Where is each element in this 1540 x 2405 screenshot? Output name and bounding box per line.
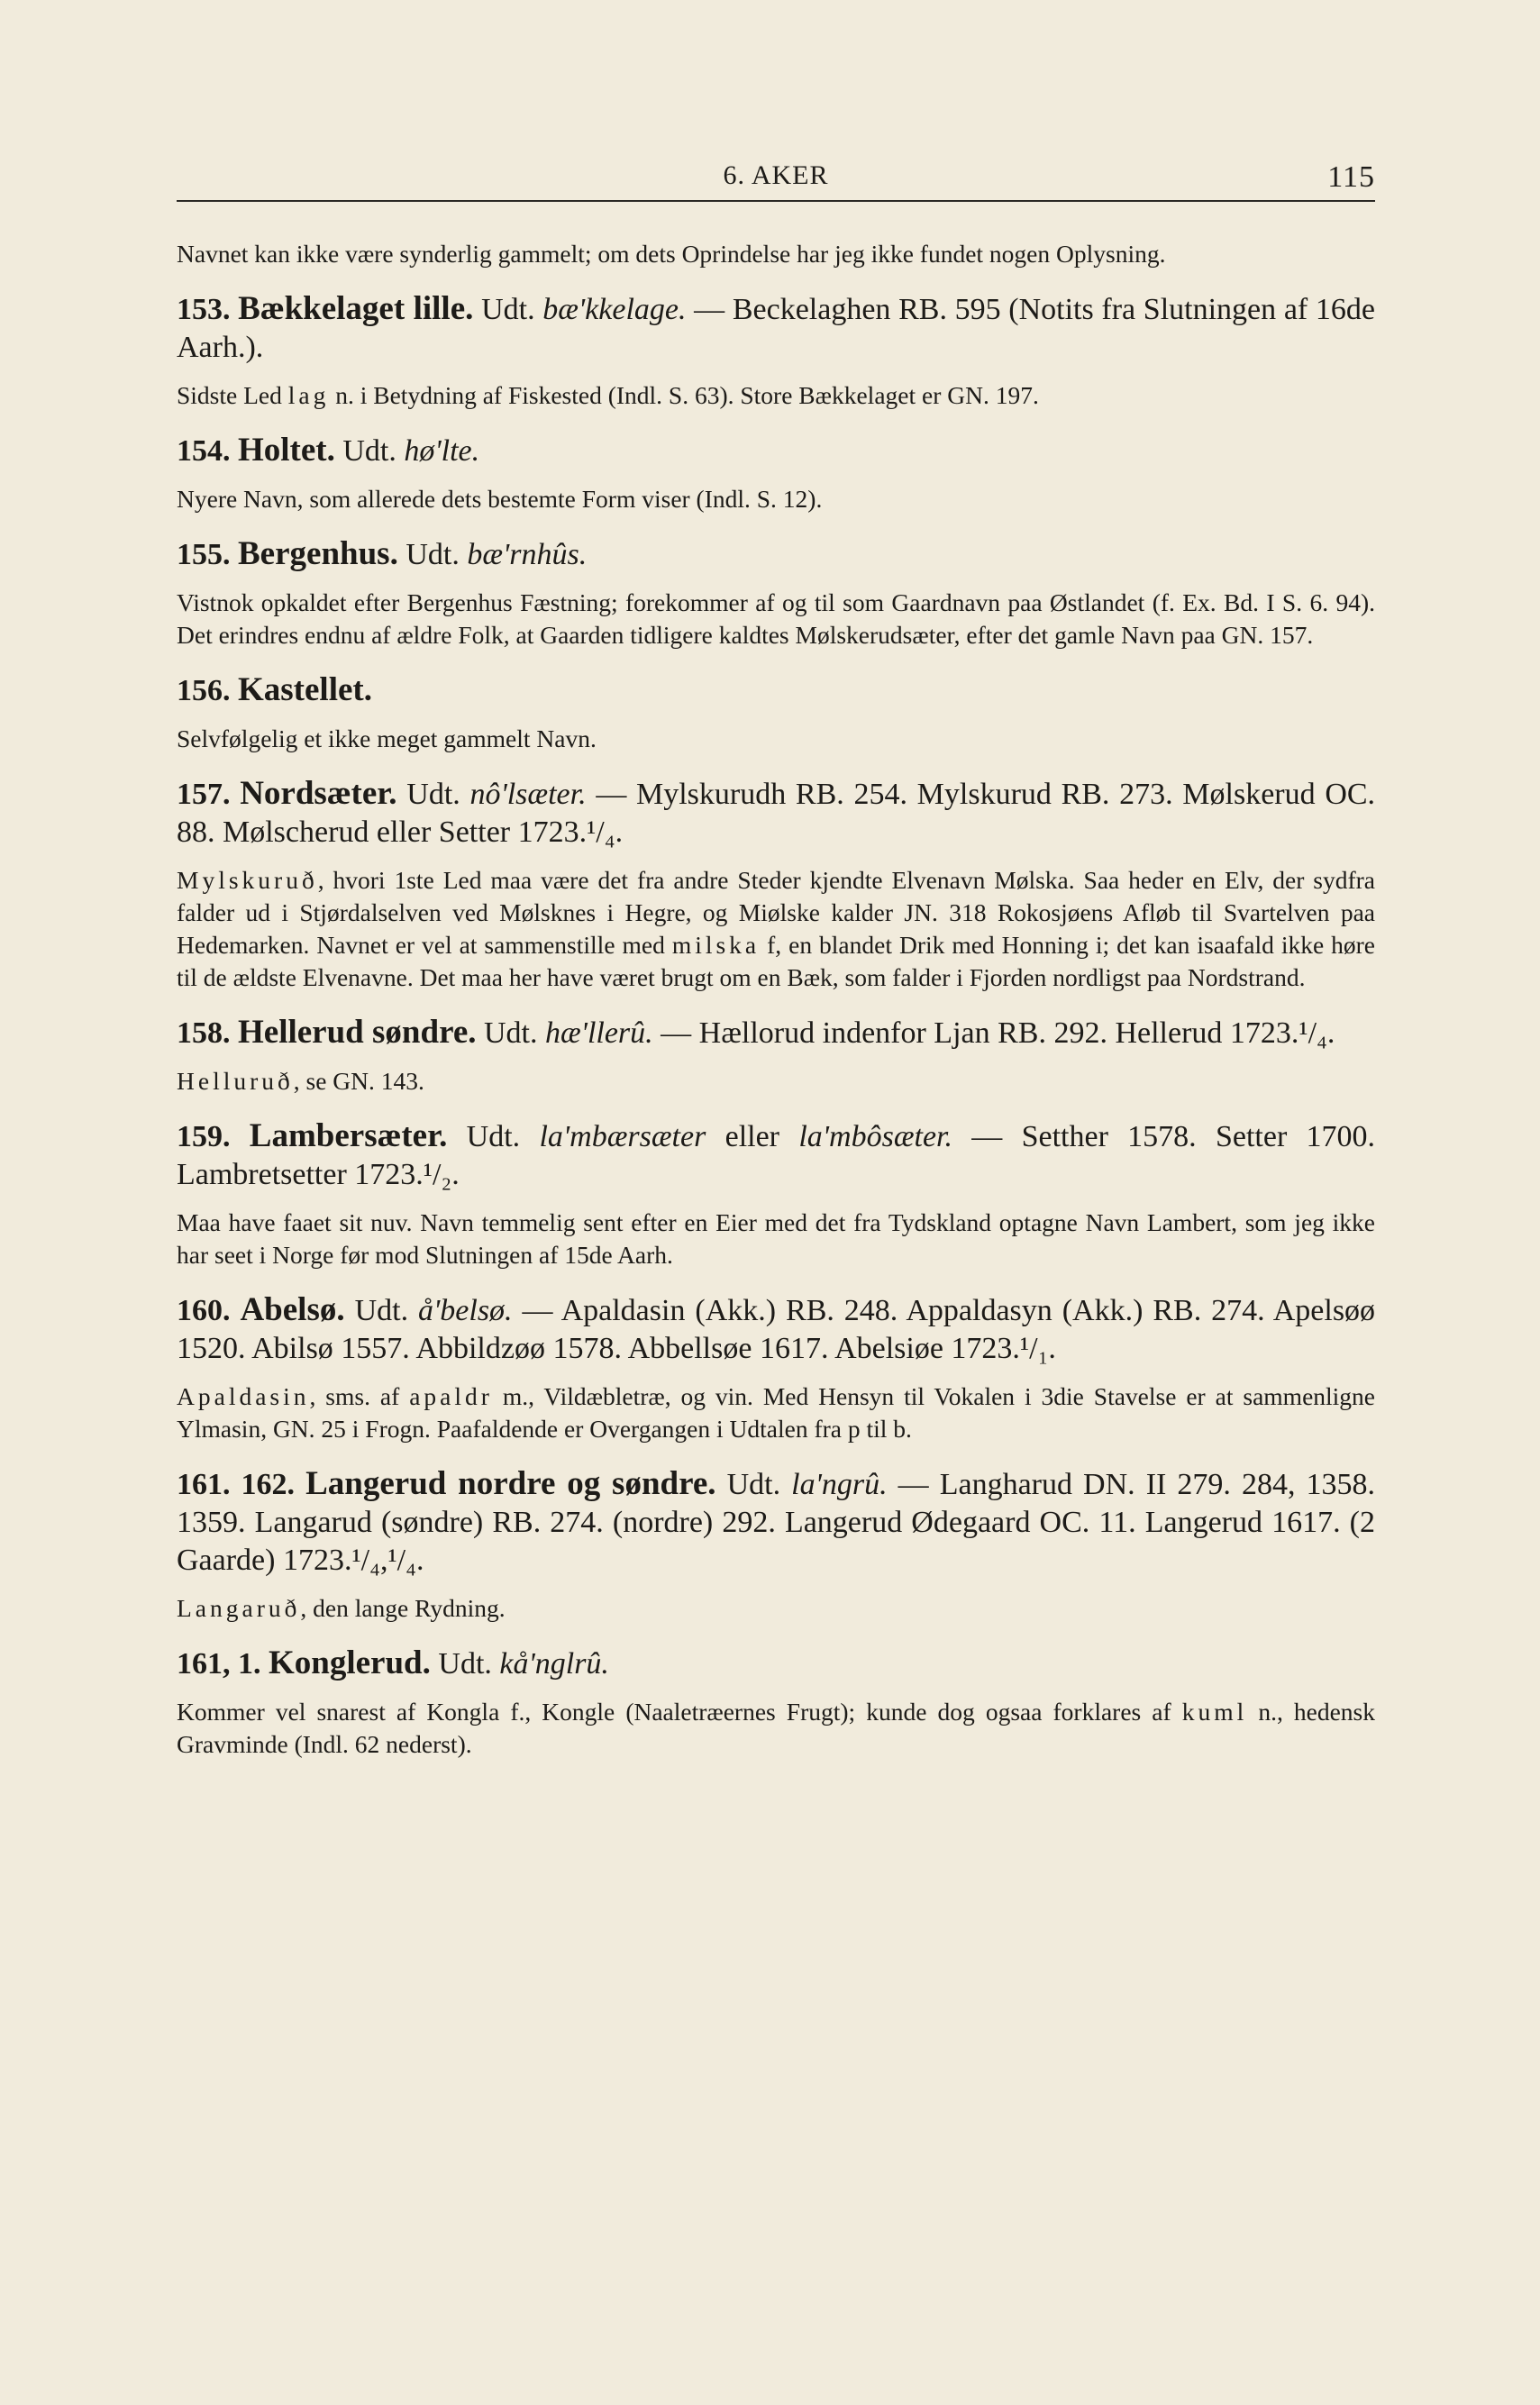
running-title: 6. AKER <box>723 160 829 190</box>
entry-155 <box>177 535 1375 574</box>
entry-154-note: Nyere Navn, som allerede dets bestemte Form viser (Indl. S. 12). <box>177 485 823 513</box>
entry-name: Hellerud søndre. <box>238 1014 477 1051</box>
entry-156 <box>177 671 1375 710</box>
entry-name: Konglerud. <box>269 1644 431 1681</box>
pronunciation: bæ'rnhûs. <box>467 538 588 571</box>
entry-name: Nordsæter. <box>240 775 397 812</box>
entry-157 <box>177 775 1375 852</box>
entry-161-162-note <box>177 1592 1375 1625</box>
pronunciation: hø'lte. <box>404 434 480 468</box>
udt-label: Udt. <box>406 538 460 571</box>
entry-159 <box>177 1117 1375 1194</box>
entry-name: Kastellet. <box>238 671 372 708</box>
connector: eller <box>724 1120 780 1153</box>
historical-forms: — Hællorud indenfor Ljan RB. 292. Hellerud 1723.¹/₄. <box>661 1016 1335 1050</box>
page-body <box>177 238 1375 1761</box>
spaced-word: milska <box>671 931 761 959</box>
pronunciation: nô'lsæter. <box>469 778 587 811</box>
entry-number: 157. <box>177 778 231 811</box>
entry-name: Lambersæter. <box>249 1117 448 1154</box>
note-text: , sms. af <box>309 1382 400 1410</box>
entry-name: Abelsø. <box>240 1291 345 1328</box>
entry-156-note: Selvfølgelig et ikke meget gammelt Navn. <box>177 724 597 752</box>
entry-name: Holtet. <box>238 432 335 469</box>
note-text: Sidste Led <box>177 381 282 409</box>
pronunciation: bæ'kkelage. <box>542 293 687 326</box>
historical-forms: — Apaldasin (Akk.) RB. 248. Appaldasyn (Akk.) RB. 274. Apelsøø 1520. Abilsø 1557. Abbildzøø 1578. Abbellsøe 1617. Abelsiøe 1723.¹/₁. <box>177 1294 1376 1365</box>
entry-153 <box>177 290 1375 367</box>
note-text: Kommer vel snarest af Kongla f., Kongle (Naaletræernes Frugt); kunde dog ogsaa forklares af <box>177 1698 1171 1726</box>
spaced-word: Langaruð <box>177 1594 301 1622</box>
pronunciation: la'ngrû. <box>791 1468 888 1501</box>
entry-157-note <box>177 864 1375 994</box>
page-number: 115 <box>1327 160 1375 194</box>
pronunciation: å'belsø. <box>418 1294 513 1327</box>
entry-name: Bækkelaget lille. <box>238 290 474 327</box>
historical-forms: — Mylskurudh RB. 254. Mylskurud RB. 273. Mølskerud OC. 88. Mølscherud eller Setter 1723.¹/₄. <box>177 778 1376 849</box>
pronunciation: la'mbærsæter <box>539 1120 706 1153</box>
spaced-word: Helluruð <box>177 1067 294 1095</box>
entry-name: Langerud nordre og søndre. <box>305 1465 716 1502</box>
udt-label: Udt. <box>354 1294 409 1327</box>
historical-forms: — Langharud DN. II 279. 284, 1358. 1359. Langarud (søndre) RB. 274. (nordre) 292. Langerud Ødegaard OC. 11. Langerud 1617. (2 Gaarde) 1723.¹/₄,¹/₄. <box>177 1468 1376 1577</box>
entry-number: 154. <box>177 434 231 468</box>
entry-160-note <box>177 1380 1375 1445</box>
pronunciation: hæ'llerû. <box>545 1016 653 1050</box>
entry-158-note <box>177 1065 1375 1098</box>
note-text: f, en blandet Drik med Honning i; det kan isaafald ikke høre til de ældste Elvenavne. Det maa her have været brugt om en Bæk, som falder i Fjorden nordligst paa Nordstrand. <box>177 931 1375 991</box>
spaced-word: apaldr <box>409 1382 493 1410</box>
entry-number: 160. <box>177 1294 231 1327</box>
book-page <box>177 135 1375 1761</box>
udt-label: Udt. <box>438 1647 492 1681</box>
entry-number: 161, 1. <box>177 1647 261 1681</box>
udt-label: Udt. <box>726 1468 781 1501</box>
note-text: , den lange Rydning. <box>300 1594 506 1622</box>
udt-label: Udt. <box>466 1120 521 1153</box>
page-header <box>177 135 1375 202</box>
spaced-word: lag <box>287 381 330 409</box>
entry-161-162 <box>177 1465 1375 1580</box>
entry-161-1 <box>177 1644 1375 1683</box>
note-text: , se GN. 143. <box>293 1067 424 1095</box>
entry-number: 158. <box>177 1016 231 1050</box>
note-text: n. i Betydning af Fiskested (Indl. S. 63). Store Bækkelaget er GN. 197. <box>335 381 1039 409</box>
pronunciation: kå'nglrû. <box>499 1647 609 1681</box>
note-text: , hvori 1ste Led maa være det fra andre Steder kjendte Elvenavn Mølska. Saa heder en Elv, der sydfra falder ud i Stjørdalselven ved Mølsknes i Hegre, og Miølske kalder JN. 318 Rokosjøens Afløb til Svartelven paa Hedemarken. Navnet er vel at sammenstille med <box>177 866 1375 959</box>
note-text: m., Vildæbletræ, og vin. Med Hensyn til Vokalen i 3die Stavelse er at sammenligne Ylmasin, GN. 25 i Frogn. Paafaldende er Overgangen i Udtalen fra p til b. <box>177 1382 1376 1443</box>
spaced-word: Apaldasin <box>177 1382 310 1410</box>
entry-159-note: Maa have faaet sit nuv. Navn temmelig sent efter en Eier med det fra Tydskland optagne Navn Lambert, som jeg ikke har seet i Norge før mod Slutningen af 15de Aarh. <box>177 1208 1375 1269</box>
udt-label: Udt. <box>342 434 396 468</box>
note-text: n., hedensk Gravminde (Indl. 62 nederst). <box>177 1698 1376 1758</box>
udt-label: Udt. <box>406 778 460 811</box>
entry-number: 155. <box>177 538 231 571</box>
entry-152-tail: Navnet kan ikke være synderlig gammelt; om dets Oprindelse har jeg ikke fundet nogen Oplysning. <box>177 240 1166 268</box>
entry-number: 159. <box>177 1120 231 1153</box>
entry-160 <box>177 1291 1375 1368</box>
historical-forms: — Setther 1578. Setter 1700. Lambretsetter 1723.¹/₂. <box>177 1120 1376 1191</box>
spaced-word: kuml <box>1181 1698 1248 1726</box>
pronunciation-alt: la'mbôsæter. <box>798 1120 952 1153</box>
entry-number: 153. <box>177 293 231 326</box>
historical-forms: — Beckelaghen RB. 595 (Notits fra Slutningen af 16de Aarh.). <box>177 293 1375 364</box>
entry-153-note <box>177 379 1375 412</box>
entry-154 <box>177 432 1375 470</box>
udt-label: Udt. <box>484 1016 538 1050</box>
entry-number: 156. <box>177 674 231 707</box>
spaced-word: Mylskuruð <box>177 866 318 894</box>
entry-155-note: Vistnok opkaldet efter Bergenhus Fæstning; forekommer af og til som Gaardnavn paa Østlandet (f. Ex. Bd. I S. 6. 94). Det erindres endnu af ældre Folk, at Gaarden tidligere kaldtes Mølskerudsæter, efter det gamle Navn paa GN. 157. <box>177 588 1375 649</box>
entry-name: Bergenhus. <box>238 535 398 572</box>
entry-158 <box>177 1014 1375 1052</box>
entry-number: 161. 162. <box>177 1468 296 1501</box>
udt-label: Udt. <box>481 293 535 326</box>
entry-161-1-note <box>177 1696 1375 1761</box>
